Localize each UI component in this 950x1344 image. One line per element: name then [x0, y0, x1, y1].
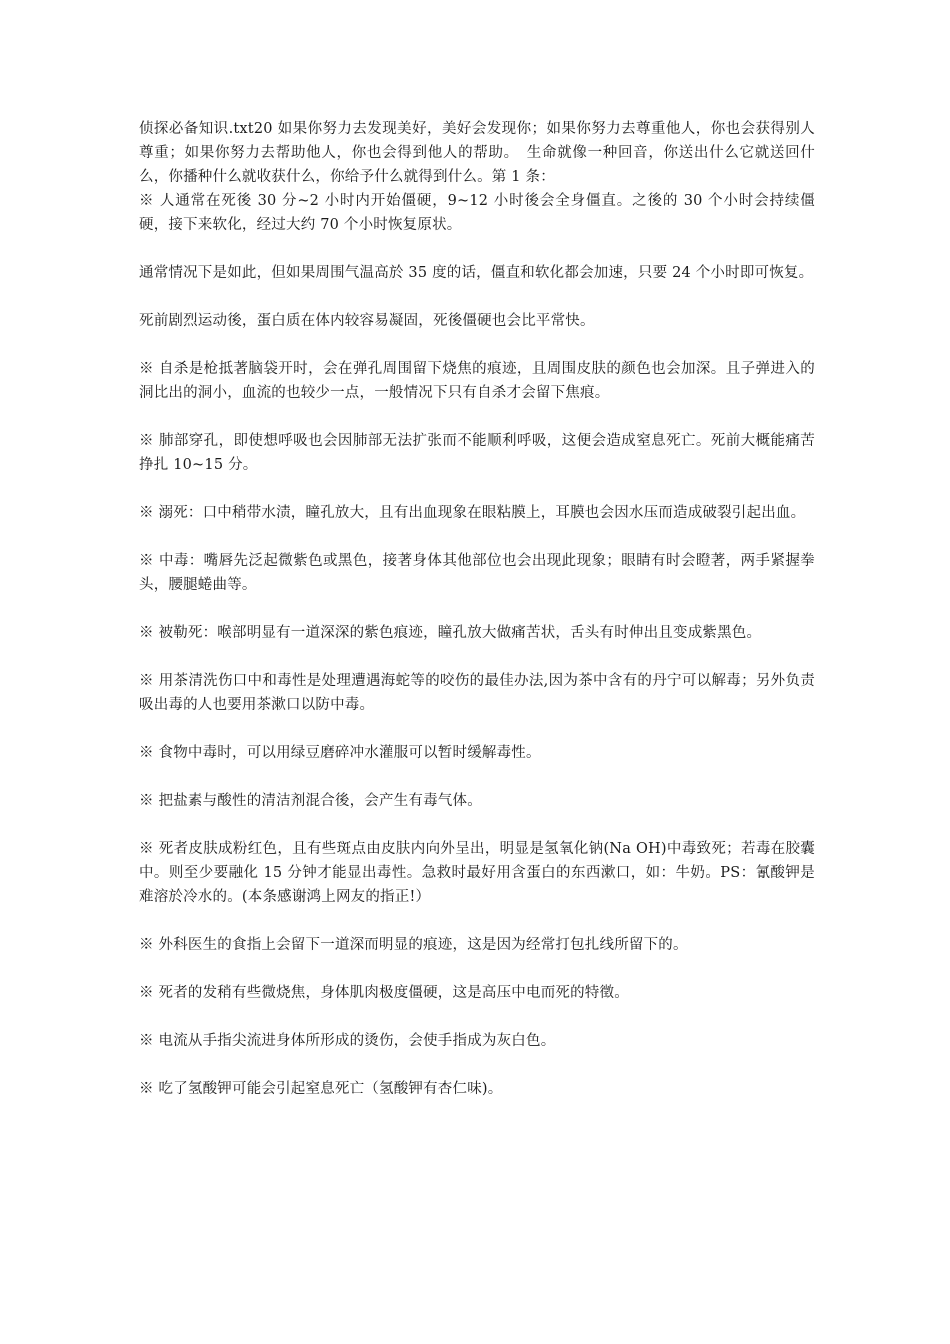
paragraph-exercise: 死前剧烈运动後，蛋白质在体内较容易凝固，死後僵硬也会比平常快。: [139, 313, 595, 329]
paragraph-sodium-hydroxide: ※ 死者皮肤成粉红色，且有些斑点由皮肤内向外呈出，明显是氢氧化钠(Na OH)中毒致死；若毒在胶囊中。则至少要融化 15 分钟才能显出毒性。急救时最好用含蛋白的东西漱口，如：牛奶。PS：氰酸钾是难溶於冷水的。(本条感谢鸿上网友的指正!）: [139, 841, 815, 905]
paragraph-rigor-timing: ※ 人通常在死後 30 分~2 小时内开始僵硬，9~12 小时後会全身僵直。之後的 30 个小时会持续僵硬，接下来软化，经过大约 70 个小时恢复原状。: [139, 193, 815, 233]
paragraph-strangulation: ※ 被勒死：喉部明显有一道深深的紫色痕迹，瞳孔放大做痛苦状，舌头有时伸出且变成紫黑色。: [139, 625, 762, 641]
paragraph-sea-snake: ※ 用茶清洗伤口中和毒性是处理遭遇海蛇等的咬伤的最佳办法,因为茶中含有的丹宁可以解毒；另外负责吸出毒的人也要用茶漱口以防中毒。: [139, 673, 815, 713]
paragraph-poisoning: ※ 中毒：嘴唇先泛起微紫色或黑色，接著身体其他部位也会出现此现象；眼睛有时会瞪著，两手紧握拳头，腰腿蜷曲等。: [139, 553, 815, 593]
paragraph-food-poisoning: ※ 食物中毒时，可以用绿豆磨碎冲水灌服可以暂时缓解毒性。: [139, 745, 541, 761]
paragraph-cyanide: ※ 吃了氢酸钾可能会引起窒息死亡（氢酸钾有杏仁味)。: [139, 1081, 503, 1097]
intro-paragraph: 侦探必备知识.txt20 如果你努力去发现美好，美好会发现你；如果你努力去尊重他人，你也会获得别人尊重；如果你努力去帮助他人，你也会得到他人的帮助。 生命就像一种回音，你送出什么它就送回什么，你播种什么就收获什么，你给予什么就得到什么。第 1 条：: [139, 121, 815, 185]
paragraph-electrocution: ※ 死者的发稍有些微烧焦，身体肌肉极度僵硬，这是高压中电而死的特徵。: [139, 985, 629, 1001]
paragraph-temperature: 通常情况下是如此，但如果周围气温高於 35 度的话，僵直和软化都会加速，只要 24 个小时即可恢复。: [139, 265, 814, 281]
paragraph-suicide-gunshot: ※ 自杀是枪抵著脑袋开时，会在弹孔周围留下烧焦的痕迹，且周围皮肤的颜色也会加深。且子弹进入的洞比出的洞小，血流的也较少一点，一般情况下只有自杀才会留下焦痕。: [139, 361, 815, 401]
paragraph-lung-puncture: ※ 肺部穿孔，即使想呼吸也会因肺部无法扩张而不能顺利呼吸，这便会造成窒息死亡。死前大概能痛苦挣扎 10~15 分。: [139, 433, 815, 473]
paragraph-surgeon-finger: ※ 外科医生的食指上会留下一道深而明显的痕迹，这是因为经常打包扎线所留下的。: [139, 937, 688, 953]
paragraph-drowning: ※ 溺死：口中稍带水渍，瞳孔放大，且有出血现象在眼粘膜上，耳膜也会因水压而造成破裂引起出血。: [139, 505, 806, 521]
paragraph-electric-burn: ※ 电流从手指尖流进身体所形成的烫伤，会使手指成为灰白色。: [139, 1033, 556, 1049]
paragraph-toxic-gas: ※ 把盐素与酸性的清洁剂混合後，会产生有毒气体。: [139, 793, 482, 809]
document-page: [139, 117, 815, 1125]
